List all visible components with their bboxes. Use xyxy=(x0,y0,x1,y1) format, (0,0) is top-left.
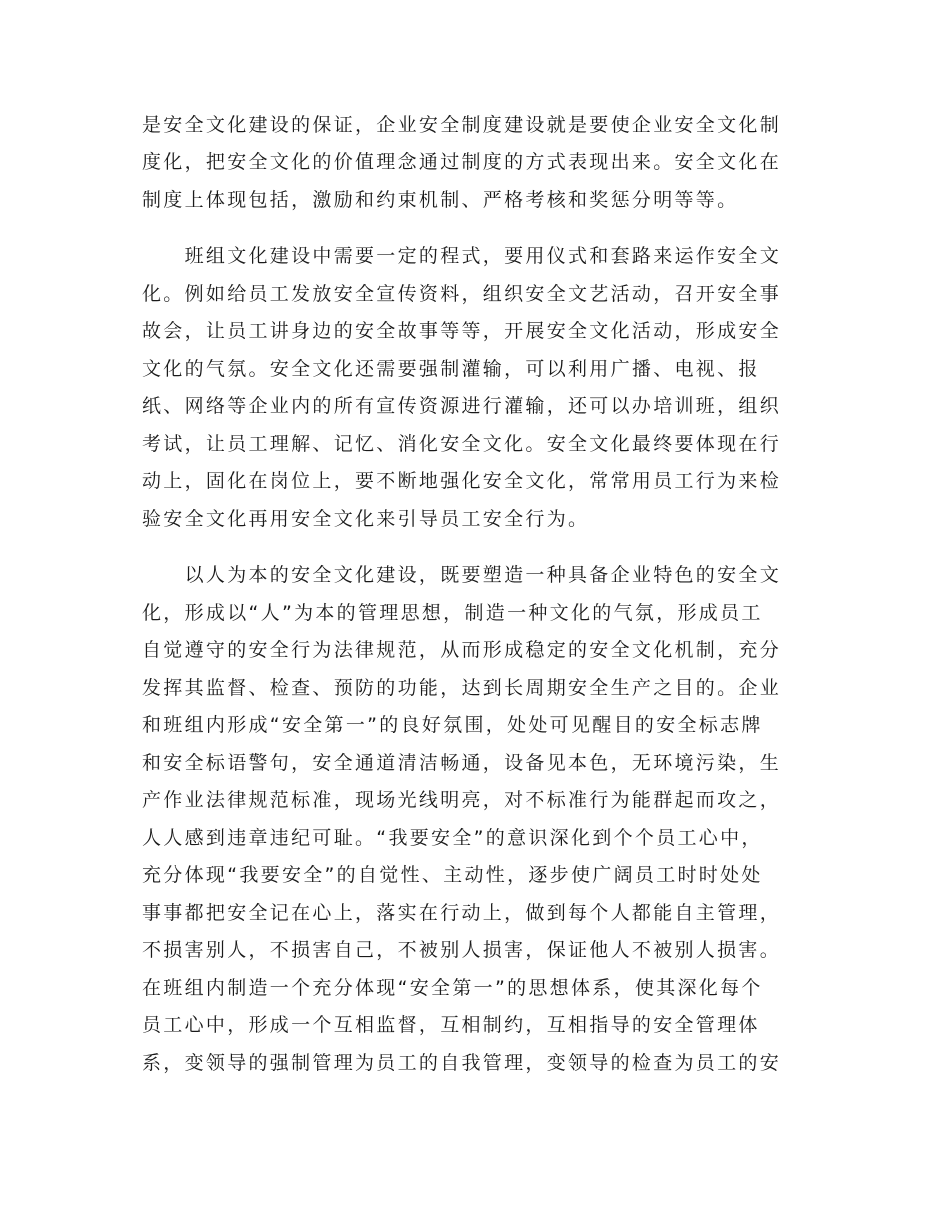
paragraph-2-line-3: 故会，让员工讲身边的安全故事等等，开展安全文化活动，形成安全 xyxy=(142,320,782,342)
paragraph-2-line-6: 考试，让员工理解、记忆、消化安全文化。安全文化最终要体现在行 xyxy=(142,433,782,455)
paragraph-3-line-8: 人人感到违章违纪可耻。“我要安全”的意识深化到个个员工心中， xyxy=(142,827,763,849)
paragraph-3-line-4: 发挥其监督、检查、预防的功能，达到长周期安全生产之目的。企业 xyxy=(142,677,782,699)
paragraph-2-line-8: 验安全文化再用安全文化来引导员工安全行为。 xyxy=(142,508,590,530)
paragraph-2-line-2: 化。例如给员工发放安全宣传资料，组织安全文艺活动，召开安全事 xyxy=(142,283,782,305)
paragraph-3-line-10: 事事都把安全记在心上，落实在行动上，做到每个人都能自主管理， xyxy=(142,902,782,924)
paragraph-1-line-2: 度化，把安全文化的价值理念通过制度的方式表现出来。安全文化在 xyxy=(142,151,782,173)
paragraph-3-line-6: 和安全标语警句，安全通道清洁畅通，设备见本色，无环境污染，生 xyxy=(142,752,782,774)
paragraph-3-line-14: 系，变领导的强制管理为员工的自我管理，变领导的检查为员工的安 xyxy=(142,1052,782,1074)
paragraph-3-line-7: 产作业法律规范标准，现场光线明亮，对不标准行为能群起而攻之， xyxy=(142,789,782,811)
paragraph-3-line-13: 员工心中，形成一个互相监督，互相制约，互相指导的安全管理体 xyxy=(142,1014,760,1036)
paragraph-3-line-11: 不损害别人，不损害自己，不被别人损害，保证他人不被别人损害。 xyxy=(142,939,782,961)
paragraph-3-line-12: 在班组内制造一个充分体现“安全第一”的思想体系，使其深化每个 xyxy=(142,977,763,999)
paragraph-2-line-1: 班组文化建设中需要一定的程式，要用仪式和套路来运作安全文 xyxy=(142,245,782,267)
paragraph-3-line-5: 和班组内形成“安全第一”的良好氛围，处处可见醒目的安全标志牌 xyxy=(142,714,763,736)
paragraph-2-line-5: 纸、网络等企业内的所有宣传资源进行灌输，还可以办培训班，组织 xyxy=(142,395,782,417)
paragraph-1-line-1: 是安全文化建设的保证，企业安全制度建设就是要使企业安全文化制 xyxy=(142,114,782,136)
paragraph-3-line-2: 化，形成以“人”为本的管理思想，制造一种文化的气氛，形成员工 xyxy=(142,602,763,624)
paragraph-3-line-9: 充分体现“我要安全”的自觉性、主动性，逐步使广阔员工时时处处 xyxy=(142,864,763,886)
paragraph-3-line-3: 自觉遵守的安全行为法律规范，从而形成稳定的安全文化机制，充分 xyxy=(142,639,782,661)
paragraph-1-line-3: 制度上体现包括，激励和约束机制、严格考核和奖惩分明等等。 xyxy=(142,189,739,211)
paragraph-3-line-1: 以人为本的安全文化建设，既要塑造一种具备企业特色的安全文 xyxy=(142,564,782,586)
paragraph-2-line-4: 文化的气氛。安全文化还需要强制灌输，可以利用广播、电视、报 xyxy=(142,358,760,380)
paragraph-2-line-7: 动上，固化在岗位上，要不断地强化安全文化，常常用员工行为来检 xyxy=(142,470,782,492)
